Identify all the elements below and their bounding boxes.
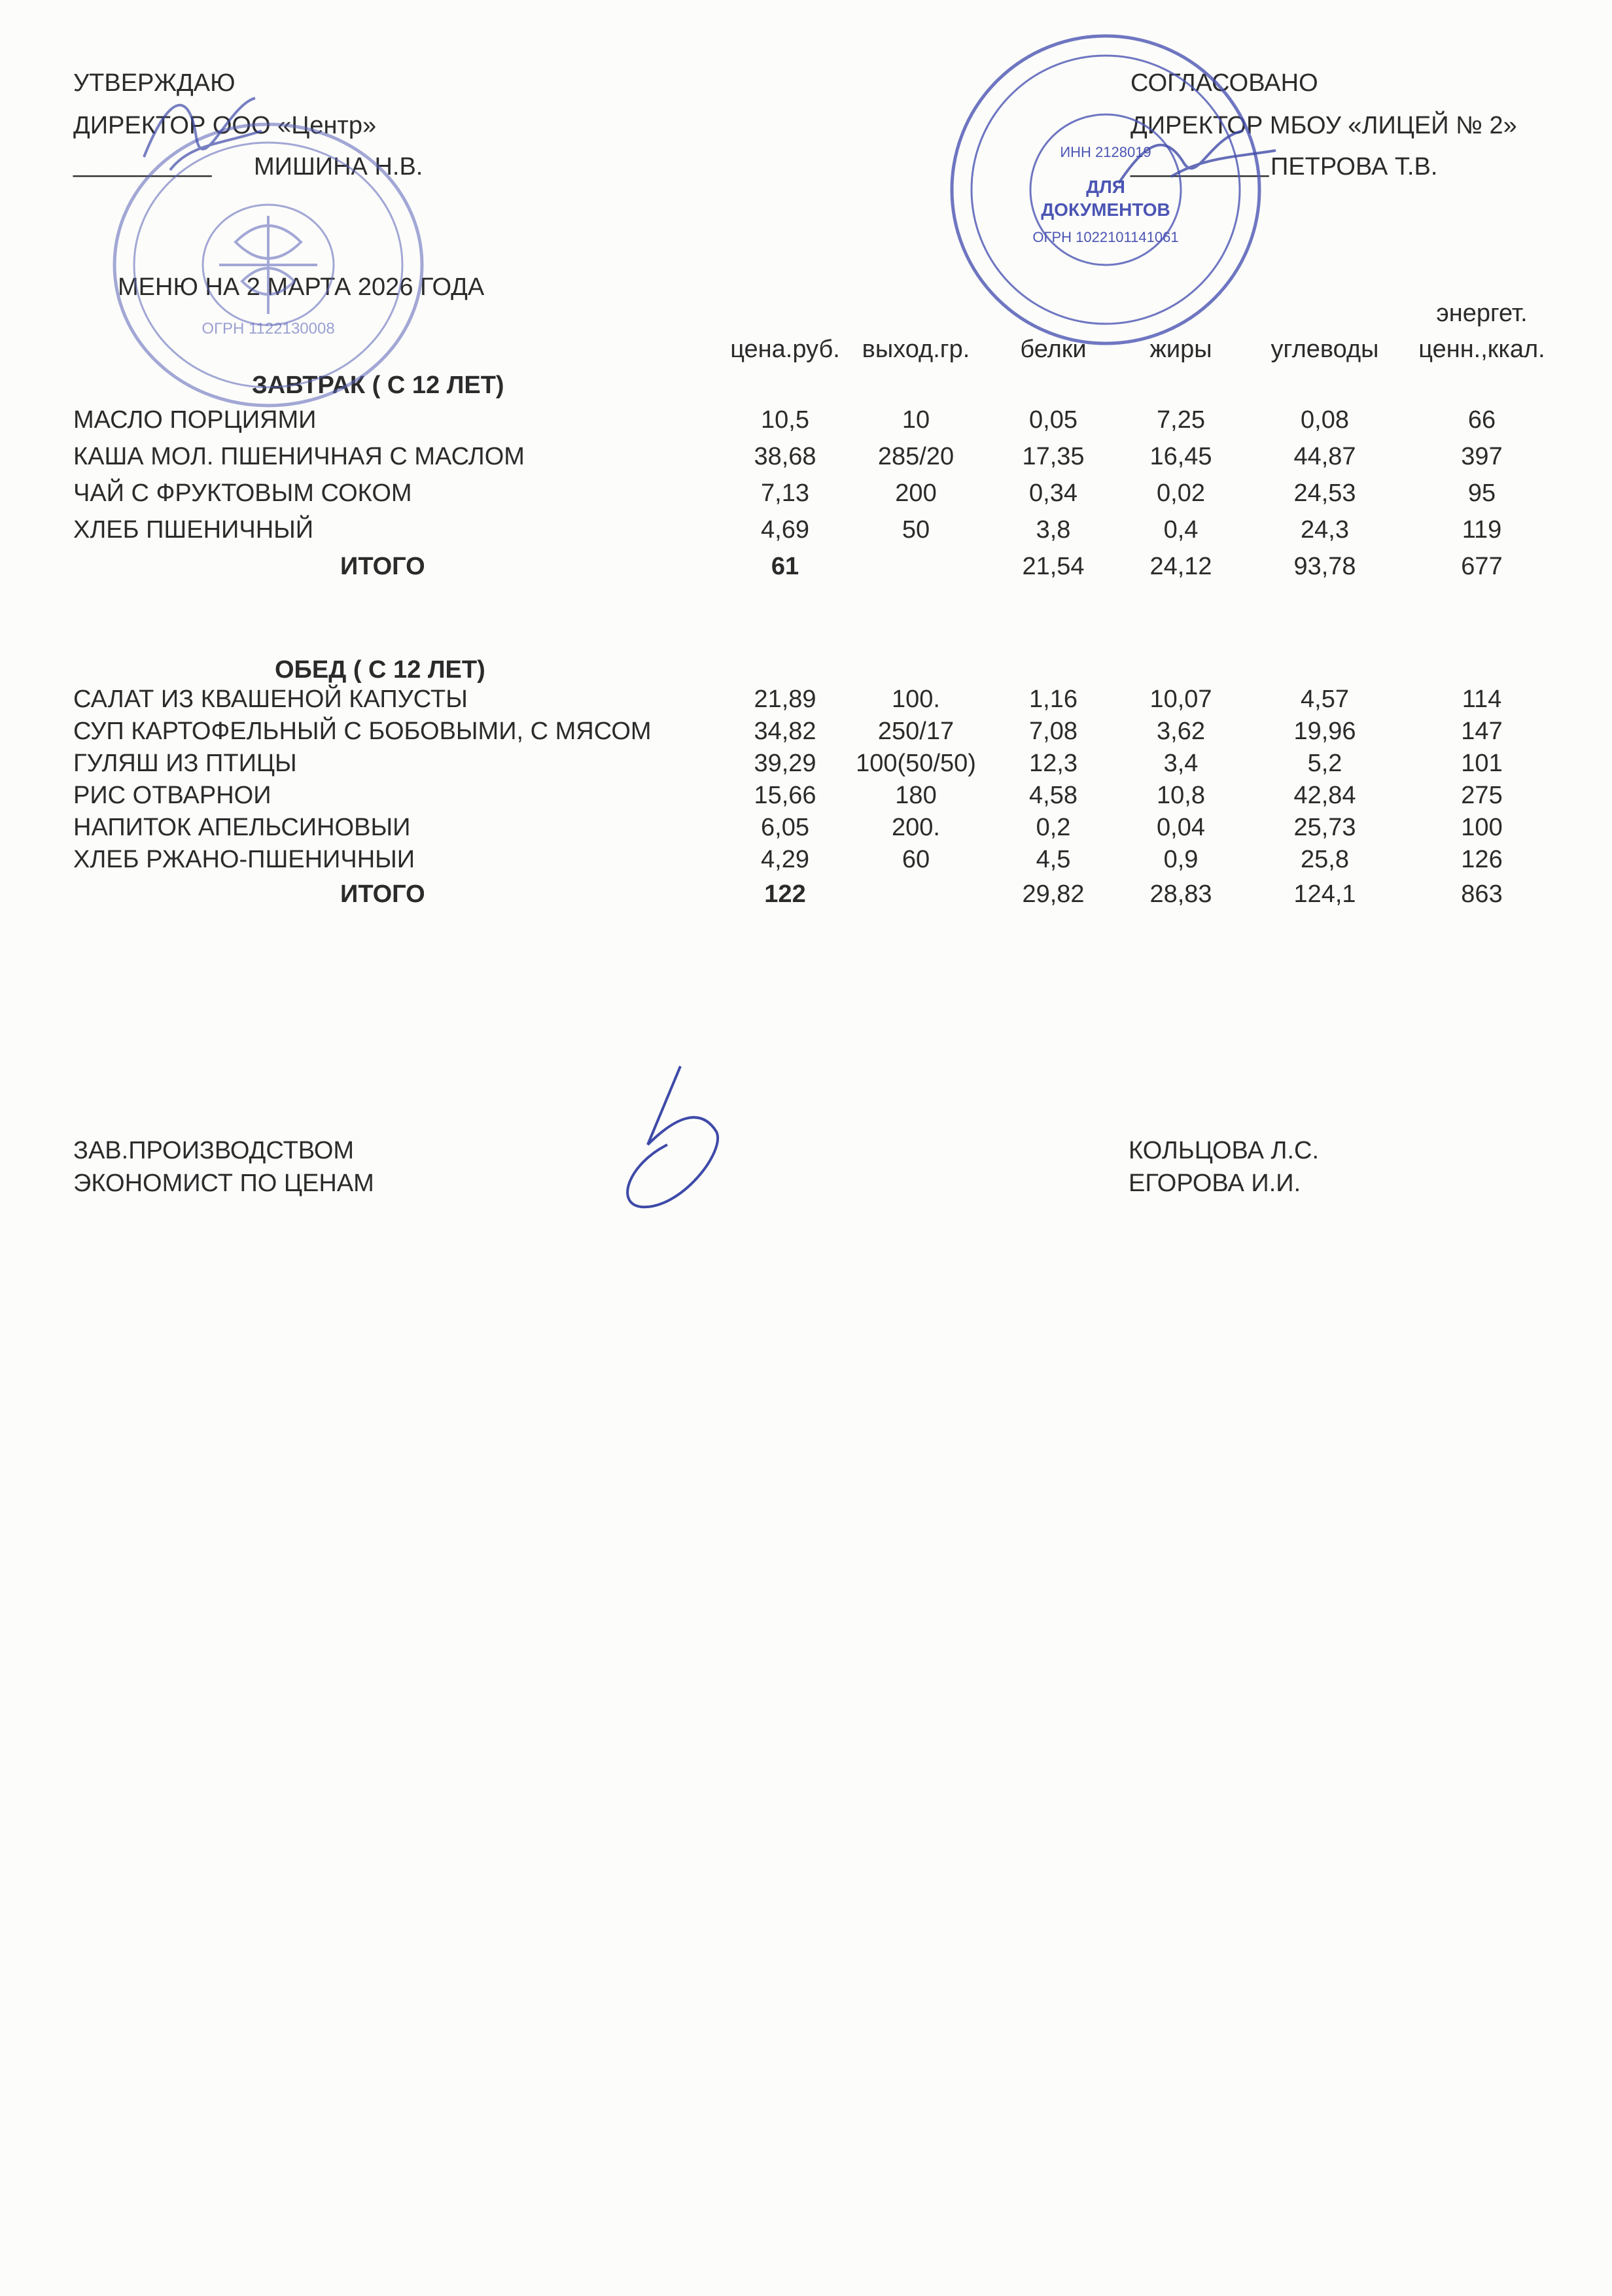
- svg-text:ОГРН 1122130008: ОГРН 1122130008: [202, 320, 335, 338]
- lunch-total-fat: 28,83: [1149, 880, 1212, 908]
- breakfast-row-1-energy: 397: [1461, 443, 1503, 470]
- lunch-row-4-protein: 0,2: [1036, 814, 1071, 841]
- agreement-label: СОГЛАСОВАНО: [1130, 69, 1318, 97]
- svg-text:ДЛЯ: ДЛЯ: [1086, 177, 1125, 197]
- breakfast-row-1-protein: 17,35: [1022, 443, 1085, 470]
- footer-name-production: КОЛЬЦОВА Л.С.: [1129, 1137, 1320, 1164]
- breakfast-total-label: ИТОГО: [340, 553, 425, 580]
- breakfast-row-3-price: 4,69: [761, 516, 809, 544]
- lunch-row-3-energy: 275: [1461, 782, 1503, 809]
- lunch-total-energy: 863: [1461, 880, 1503, 908]
- left-director-position: ДИРЕКТОР ООО «Центр»: [73, 112, 377, 139]
- lunch-row-5-protein: 4,5: [1036, 846, 1071, 873]
- breakfast-section-title: ЗАВТРАК ( С 12 ЛЕТ): [252, 372, 504, 399]
- right-signature-line: __________: [1130, 150, 1269, 178]
- lunch-row-0-protein: 1,16: [1029, 686, 1078, 713]
- breakfast-row-2-protein: 0,34: [1029, 479, 1078, 507]
- breakfast-total-carbs: 93,78: [1293, 553, 1356, 580]
- lunch-row-1-protein: 7,08: [1029, 718, 1078, 745]
- approval-label: УТВЕРЖДАЮ: [73, 69, 236, 97]
- breakfast-row-3-energy: 119: [1462, 516, 1502, 544]
- breakfast-row-0-energy: 66: [1467, 406, 1496, 434]
- breakfast-total-fat: 24,12: [1149, 553, 1212, 580]
- breakfast-total-energy: 677: [1461, 553, 1503, 580]
- column-header-energy-line2: ценн.,ккал.: [1418, 336, 1545, 363]
- column-header-energy-line1: энергет.: [1436, 300, 1528, 327]
- breakfast-row-1-fat: 16,45: [1149, 443, 1212, 470]
- breakfast-row-3-dish-name: ХЛЕБ ПШЕНИЧНЫЙ: [73, 516, 314, 544]
- lunch-row-3-yield: 180: [895, 782, 937, 809]
- breakfast-row-2-price: 7,13: [761, 479, 809, 507]
- right-director-name: ПЕТРОВА Т.В.: [1270, 153, 1438, 181]
- lunch-row-1-dish-name: СУП КАРТОФЕЛЬНЫЙ С БОБОВЫМИ, С МЯСОМ: [73, 718, 652, 745]
- column-header-price: цена.руб.: [730, 336, 840, 363]
- breakfast-row-2-dish-name: ЧАЙ С ФРУКТОВЫМ СОКОМ: [73, 479, 412, 507]
- lunch-row-3-carbs: 42,84: [1293, 782, 1356, 809]
- breakfast-total-price: 61: [771, 553, 799, 580]
- breakfast-row-1-dish-name: КАША МОЛ. ПШЕНИЧНАЯ С МАСЛОМ: [73, 443, 525, 470]
- lunch-total-price: 122: [764, 880, 806, 908]
- breakfast-row-0-dish-name: МАСЛО ПОРЦИЯМИ: [73, 406, 317, 434]
- left-director-name: МИШИНА Н.В.: [254, 153, 423, 181]
- breakfast-row-0-protein: 0,05: [1029, 406, 1078, 434]
- lunch-row-3-price: 15,66: [754, 782, 816, 809]
- breakfast-row-0-fat: 7,25: [1157, 406, 1205, 434]
- footer-name-economist: ЕГОРОВА И.И.: [1129, 1170, 1301, 1197]
- breakfast-row-3-yield: 50: [902, 516, 930, 544]
- lunch-row-5-dish-name: ХЛЕБ РЖАНО-ПШЕНИЧНЫИ: [73, 846, 415, 873]
- lunch-row-5-yield: 60: [902, 846, 930, 873]
- lunch-row-4-energy: 100: [1461, 814, 1503, 841]
- breakfast-total-protein: 21,54: [1022, 553, 1085, 580]
- breakfast-row-0-carbs: 0,08: [1301, 406, 1349, 434]
- breakfast-row-3-fat: 0,4: [1163, 516, 1199, 544]
- lunch-row-2-protein: 12,3: [1029, 750, 1078, 777]
- lunch-total-protein: 29,82: [1022, 880, 1085, 908]
- footer-role-economist: ЭКОНОМИСТ ПО ЦЕНАМ: [73, 1170, 374, 1197]
- lunch-row-1-carbs: 19,96: [1293, 718, 1356, 745]
- menu-title: МЕНЮ НА 2 МАРТА 2026 ГОДА: [118, 273, 485, 301]
- right-director-position: ДИРЕКТОР МБОУ «ЛИЦЕЙ № 2»: [1130, 112, 1517, 139]
- svg-text:ИНН 2128019: ИНН 2128019: [1060, 144, 1151, 160]
- left-signature-line: __________: [73, 150, 212, 178]
- lunch-row-5-energy: 126: [1461, 846, 1503, 873]
- lunch-row-1-yield: 250/17: [877, 718, 955, 745]
- svg-text:ОГРН 1022101141061: ОГРН 1022101141061: [1032, 229, 1179, 245]
- lunch-row-4-dish-name: НАПИТОК АПЕЛЬСИНОВЫИ: [73, 814, 411, 841]
- breakfast-row-2-yield: 200: [895, 479, 937, 507]
- lunch-row-5-carbs: 25,8: [1301, 846, 1349, 873]
- breakfast-row-2-fat: 0,02: [1157, 479, 1205, 507]
- breakfast-row-2-energy: 95: [1467, 479, 1496, 507]
- lunch-row-4-fat: 0,04: [1157, 814, 1205, 841]
- breakfast-row-3-protein: 3,8: [1036, 516, 1071, 544]
- production-signature: [602, 1060, 733, 1217]
- footer-role-production: ЗАВ.ПРОИЗВОДСТВОМ: [73, 1137, 355, 1164]
- lunch-row-4-carbs: 25,73: [1293, 814, 1356, 841]
- breakfast-row-0-yield: 10: [902, 406, 930, 434]
- lunch-total-label: ИТОГО: [340, 880, 425, 908]
- lunch-row-4-price: 6,05: [761, 814, 809, 841]
- lunch-row-1-price: 34,82: [754, 718, 816, 745]
- lunch-row-0-dish-name: САЛАТ ИЗ КВАШЕНОЙ КАПУСТЫ: [73, 686, 468, 713]
- lunch-row-0-energy: 114: [1462, 686, 1502, 713]
- column-header-yield: выход.гр.: [862, 336, 970, 363]
- left-director-signature: [131, 78, 275, 190]
- lunch-section-title: ОБЕД ( С 12 ЛЕТ): [275, 656, 485, 684]
- lunch-row-1-fat: 3,62: [1157, 718, 1205, 745]
- lunch-row-0-carbs: 4,57: [1301, 686, 1349, 713]
- lunch-row-0-fat: 10,07: [1149, 686, 1212, 713]
- breakfast-row-2-carbs: 24,53: [1293, 479, 1356, 507]
- lunch-row-1-energy: 147: [1461, 718, 1503, 745]
- lunch-row-4-yield: 200.: [892, 814, 940, 841]
- lunch-row-2-carbs: 5,2: [1307, 750, 1342, 777]
- lunch-row-2-energy: 101: [1461, 750, 1503, 777]
- lunch-row-0-price: 21,89: [754, 686, 816, 713]
- lunch-row-2-dish-name: ГУЛЯШ ИЗ ПТИЦЫ: [73, 750, 297, 777]
- lunch-row-2-yield: 100(50/50): [856, 750, 976, 777]
- lunch-total-carbs: 124,1: [1293, 880, 1356, 908]
- column-header-fat: жиры: [1149, 336, 1212, 363]
- breakfast-row-1-price: 38,68: [754, 443, 816, 470]
- lunch-row-3-protein: 4,58: [1029, 782, 1078, 809]
- column-header-carbs: углеводы: [1270, 336, 1379, 363]
- right-director-signature: [1112, 118, 1282, 196]
- lunch-row-0-yield: 100.: [892, 686, 940, 713]
- breakfast-row-1-carbs: 44,87: [1293, 443, 1356, 470]
- lunch-row-5-fat: 0,9: [1163, 846, 1199, 873]
- lunch-row-2-price: 39,29: [754, 750, 816, 777]
- breakfast-row-3-carbs: 24,3: [1301, 516, 1349, 544]
- lunch-row-2-fat: 3,4: [1163, 750, 1199, 777]
- breakfast-row-0-price: 10,5: [761, 406, 809, 434]
- breakfast-row-1-yield: 285/20: [877, 443, 955, 470]
- svg-text:ДОКУМЕНТОВ: ДОКУМЕНТОВ: [1041, 200, 1170, 220]
- lunch-row-3-fat: 10,8: [1157, 782, 1205, 809]
- lunch-row-3-dish-name: РИС ОТВАРНОИ: [73, 782, 272, 809]
- column-header-protein: белки: [1020, 336, 1087, 363]
- lunch-row-5-price: 4,29: [761, 846, 809, 873]
